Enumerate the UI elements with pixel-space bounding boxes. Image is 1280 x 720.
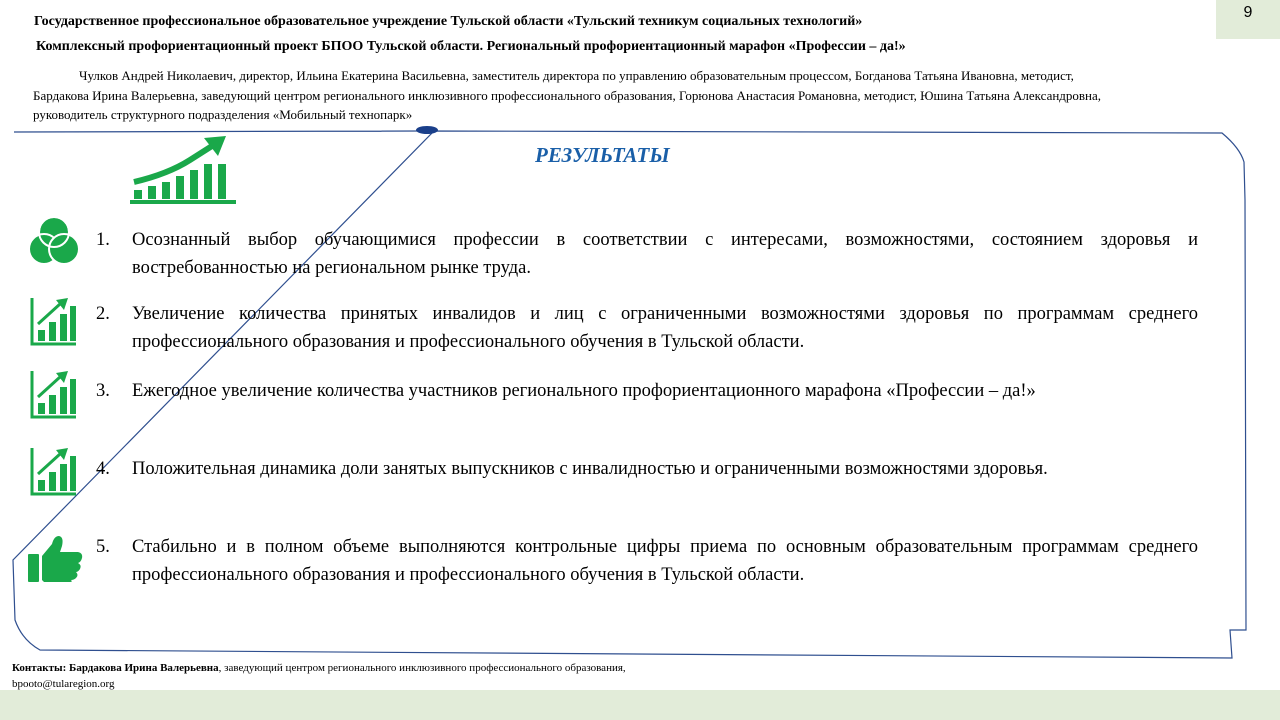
item-text: Осознанный выбор обучающимися профессии в соответствии с интересами, возможностями, состоянием здоровья и востребованностью на региональном рынке труда.: [132, 230, 1198, 278]
item-number: 2.: [96, 304, 110, 324]
header-institution: Государственное профессиональное образовательное учреждение Тульской области «Тульский техникум социальных технологий»: [34, 14, 863, 29]
bar-growth-icon: [30, 446, 78, 496]
authors-text: Чулков Андрей Николаевич, директор, Ильина Екатерина Васильевна, заместитель директора по управлению образовательным процессом, Богданова Татьяна Ивановна, методист, Бардакова Ирина Валерьевна, заведующий центром регионального инклюзивного профессионального образования, Горюнова Анастасия Романовна, методист, Юшина Татьяна Александровна, руководитель структурного подразделения «Мобильный технопарк»: [33, 68, 1102, 122]
growth-chart-icon: [128, 134, 238, 206]
header-project: Комплексный профориентационный проект БПОО Тульской области. Региональный профориентационный марафон «Профессии – да!»: [36, 39, 906, 54]
bar-growth-icon: [30, 369, 78, 419]
contact-name: Бардакова Ирина Валерьевна: [69, 662, 219, 674]
footer-bar: [0, 690, 1280, 720]
thumbs-up-icon: [26, 534, 84, 584]
contact-role: , заведующий центром регионального инклюзивного профессионального образования,: [218, 662, 626, 674]
result-item-2: [96, 301, 1198, 356]
item-number: 3.: [96, 381, 110, 401]
result-item-5: [96, 534, 1198, 589]
item-number: 4.: [96, 459, 110, 479]
page-number: 9: [1216, 0, 1280, 39]
frame-knot: [416, 126, 438, 134]
item-text: Увеличение количества принятых инвалидов и лиц с ограниченными возможностями здоровья по программам среднего профессионального образования и профессионального обучения в Тульской области.: [132, 304, 1198, 352]
bar-growth-icon: [30, 296, 78, 346]
result-item-4: [96, 456, 1198, 484]
item-number: 5.: [96, 537, 110, 557]
result-item-3: [96, 378, 1198, 406]
circles-icon: [26, 213, 82, 269]
item-number: 1.: [96, 230, 110, 250]
contacts-block: [12, 660, 792, 692]
contacts-label: Контакты:: [12, 662, 67, 674]
section-title: РЕЗУЛЬТАТЫ: [535, 143, 670, 167]
item-text: Стабильно и в полном объеме выполняются контрольные цифры приема по основным образовательным программам среднего профессионального образования и профессионального обучения в Тульской области.: [132, 537, 1198, 585]
item-text: Ежегодное увеличение количества участников регионального профориентационного марафона «Профессии – да!»: [132, 381, 1036, 401]
result-item-1: [96, 227, 1198, 282]
contact-email[interactable]: bpooto@tularegion.org: [12, 678, 115, 690]
item-text: Положительная динамика доли занятых выпускников с инвалидностью и ограниченными возможностями здоровья.: [132, 459, 1048, 479]
